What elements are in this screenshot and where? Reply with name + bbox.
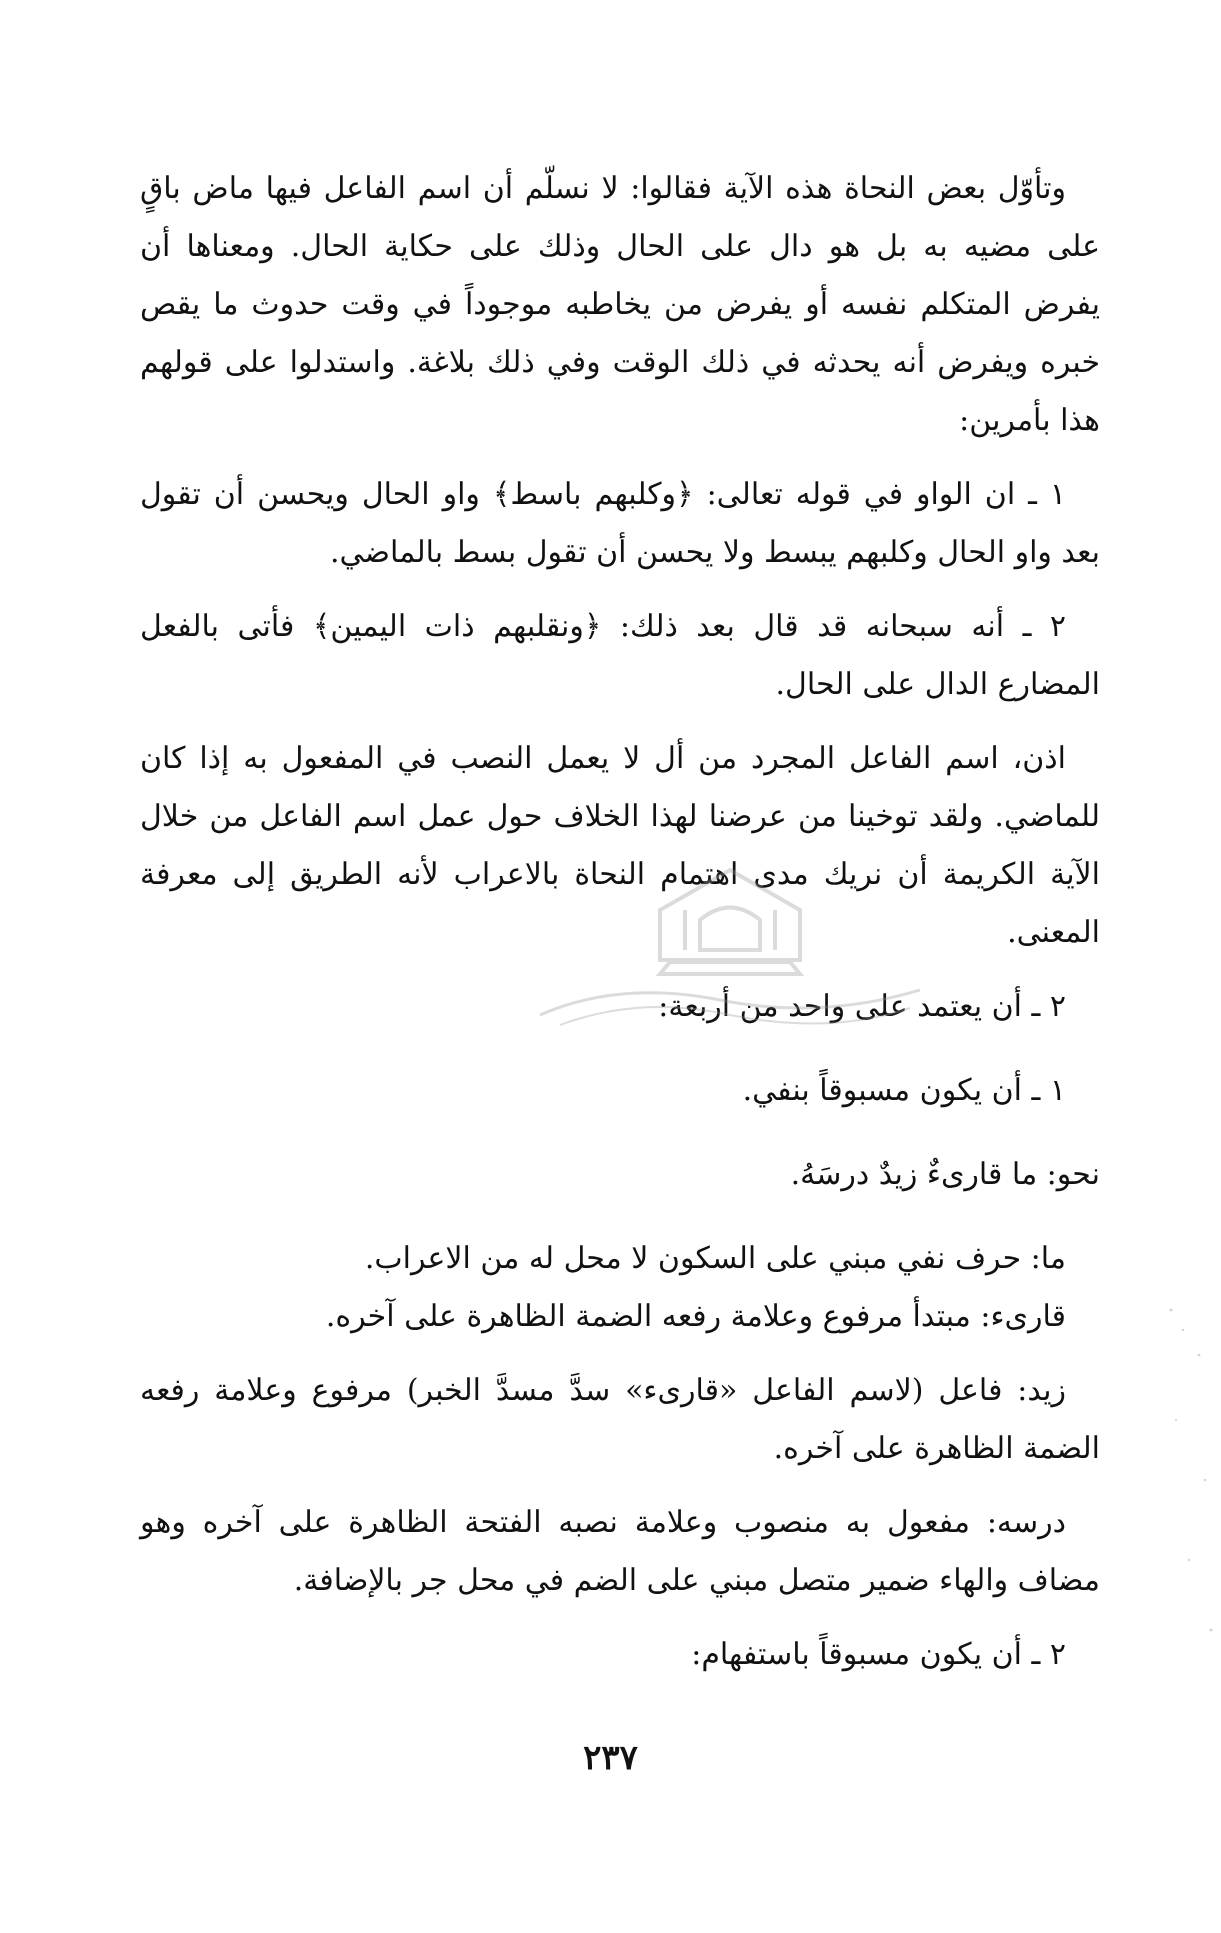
paragraph-interpretation: وتأوّل بعض النحاة هذه الآية فقالوا: لا نسلّم أن اسم الفاعل فيها ماض باقٍ على مضيه به بل هو دال على الحال وذلك على حكاية الحال. ومعناها أن يفرض المتكلم نفسه أو يفرض من يخاطبه موجوداً في وقت حدوث ما يقص خبره ويفرض أنه يحدثه في ذلك الوقت وفي ذلك بلاغة. واستدلوا على قولهم هذا بأمرين: bbox=[140, 171, 1100, 438]
scan-noise-decoration bbox=[1161, 1300, 1221, 1700]
paragraph-condition-heading: ٢ ـ أن يعتمد على واحد من أربعة: bbox=[658, 989, 1066, 1024]
paragraph-preceded-by-question: ٢ ـ أن يكون مسبوقاً باستفهام: bbox=[691, 1637, 1066, 1672]
body-text bbox=[140, 160, 1100, 1700]
paragraph-evidence-1: ١ ـ ان الواو في قوله تعالى: ﴿وكلبهم باسط﴾ واو الحال ويحسن أن تقول بعد واو الحال وكلبهم يبسط ولا يحسن أن تقول بسط بالماضي. bbox=[140, 477, 1100, 570]
paragraph-parse-qari: قارىء: مبتدأ مرفوع وعلامة رفعه الضمة الظاهرة على آخره. bbox=[325, 1299, 1066, 1334]
paragraph-parse-darsahu: درسه: مفعول به منصوب وعلامة نصبه الفتحة الظاهرة على آخره وهو مضاف والهاء ضمير متصل مبني على الضم في محل جر بالإضافة. bbox=[140, 1505, 1100, 1598]
paragraph-conclusion: اذن، اسم الفاعل المجرد من أل لا يعمل النصب في المفعول به إذا كان للماضي. ولقد توخينا من عرضنا لهذا الخلاف حول عمل اسم الفاعل من خلال الآية الكريمة أن نريك مدى اهتمام النحاة بالاعراب لأنه الطريق إلى معرفة المعنى. bbox=[140, 741, 1100, 950]
paragraph-parse-ma: ما: حرف نفي مبني على السكون لا محل له من الاعراب. bbox=[364, 1241, 1066, 1276]
paragraph-preceded-by-negation: ١ ـ أن يكون مسبوقاً بنفي. bbox=[742, 1073, 1066, 1108]
paragraph-evidence-2: ٢ ـ أنه سبحانه قد قال بعد ذلك: ﴿ونقلبهم ذات اليمين﴾ فأتى بالفعل المضارع الدال على الحال. bbox=[140, 609, 1100, 702]
page-number: ٢٣٧ bbox=[583, 1738, 638, 1778]
paragraph-example: نحو: ما قارىءٌ زيدٌ درسَهُ. bbox=[790, 1157, 1100, 1192]
paragraph-parse-zaid: زيد: فاعل (لاسم الفاعل «قارىء» سدَّ مسدَّ الخبر) مرفوع وعلامة رفعه الضمة الظاهرة على آخره. bbox=[140, 1373, 1100, 1466]
